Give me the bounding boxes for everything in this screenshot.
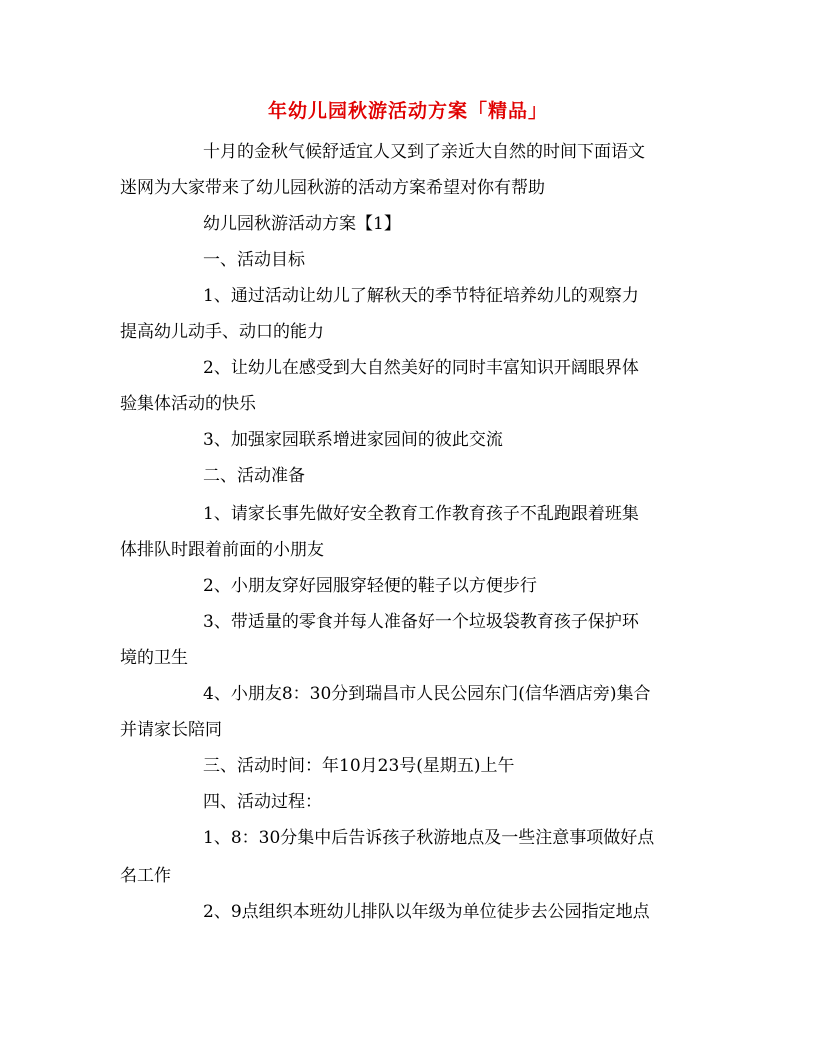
goal-1-line-2: 提高幼儿动手、动口的能力 [120, 322, 324, 342]
prep-3-line-1: 3、带适量的零食并每人准备好一个垃圾袋教育孩子保护环 [203, 612, 639, 632]
goal-2-line-1: 2、让幼儿在感受到大自然美好的同时丰富知识开阔眼界体 [203, 358, 639, 378]
goal-2-line-2: 验集体活动的快乐 [120, 394, 256, 414]
section-heading-preparation: 二、活动准备 [203, 466, 305, 486]
prep-1-line-1: 1、请家长事先做好安全教育工作教育孩子不乱跑跟着班集 [203, 504, 639, 524]
process-1-line-2: 名工作 [120, 866, 171, 886]
prep-4-line-1: 4、小朋友8：30分到瑞昌市人民公园东门(信华酒店旁)集合 [203, 684, 651, 704]
paragraph-intro-line-1: 十月的金秋气候舒适宜人又到了亲近大自然的时间下面语文 [203, 142, 645, 162]
process-1-line-1: 1、8：30分集中后告诉孩子秋游地点及一些注意事项做好点 [203, 828, 655, 848]
goal-1-line-1: 1、通过活动让幼儿了解秋天的季节特征培养幼儿的观察力 [203, 286, 639, 306]
prep-4-line-2: 并请家长陪同 [120, 720, 222, 740]
section-heading-goals: 一、活动目标 [203, 250, 305, 270]
prep-3-line-2: 境的卫生 [120, 648, 188, 668]
paragraph-intro-line-2: 迷网为大家带来了幼儿园秋游的活动方案希望对你有帮助 [120, 178, 545, 198]
section-heading-time: 三、活动时间：年10月23号(星期五)上午 [203, 756, 515, 776]
section-heading-plan-1: 幼儿园秋游活动方案【1】 [203, 214, 401, 234]
prep-1-line-2: 体排队时跟着前面的小朋友 [120, 540, 324, 560]
process-2: 2、9点组织本班幼儿排队以年级为单位徒步去公园指定地点 [203, 902, 650, 922]
prep-2: 2、小朋友穿好园服穿轻便的鞋子以方便步行 [203, 576, 537, 596]
document-title: 年幼儿园秋游活动方案「精品」 [267, 100, 548, 122]
goal-3: 3、加强家园联系增进家园间的彼此交流 [203, 430, 503, 450]
section-heading-process: 四、活动过程： [203, 792, 322, 812]
